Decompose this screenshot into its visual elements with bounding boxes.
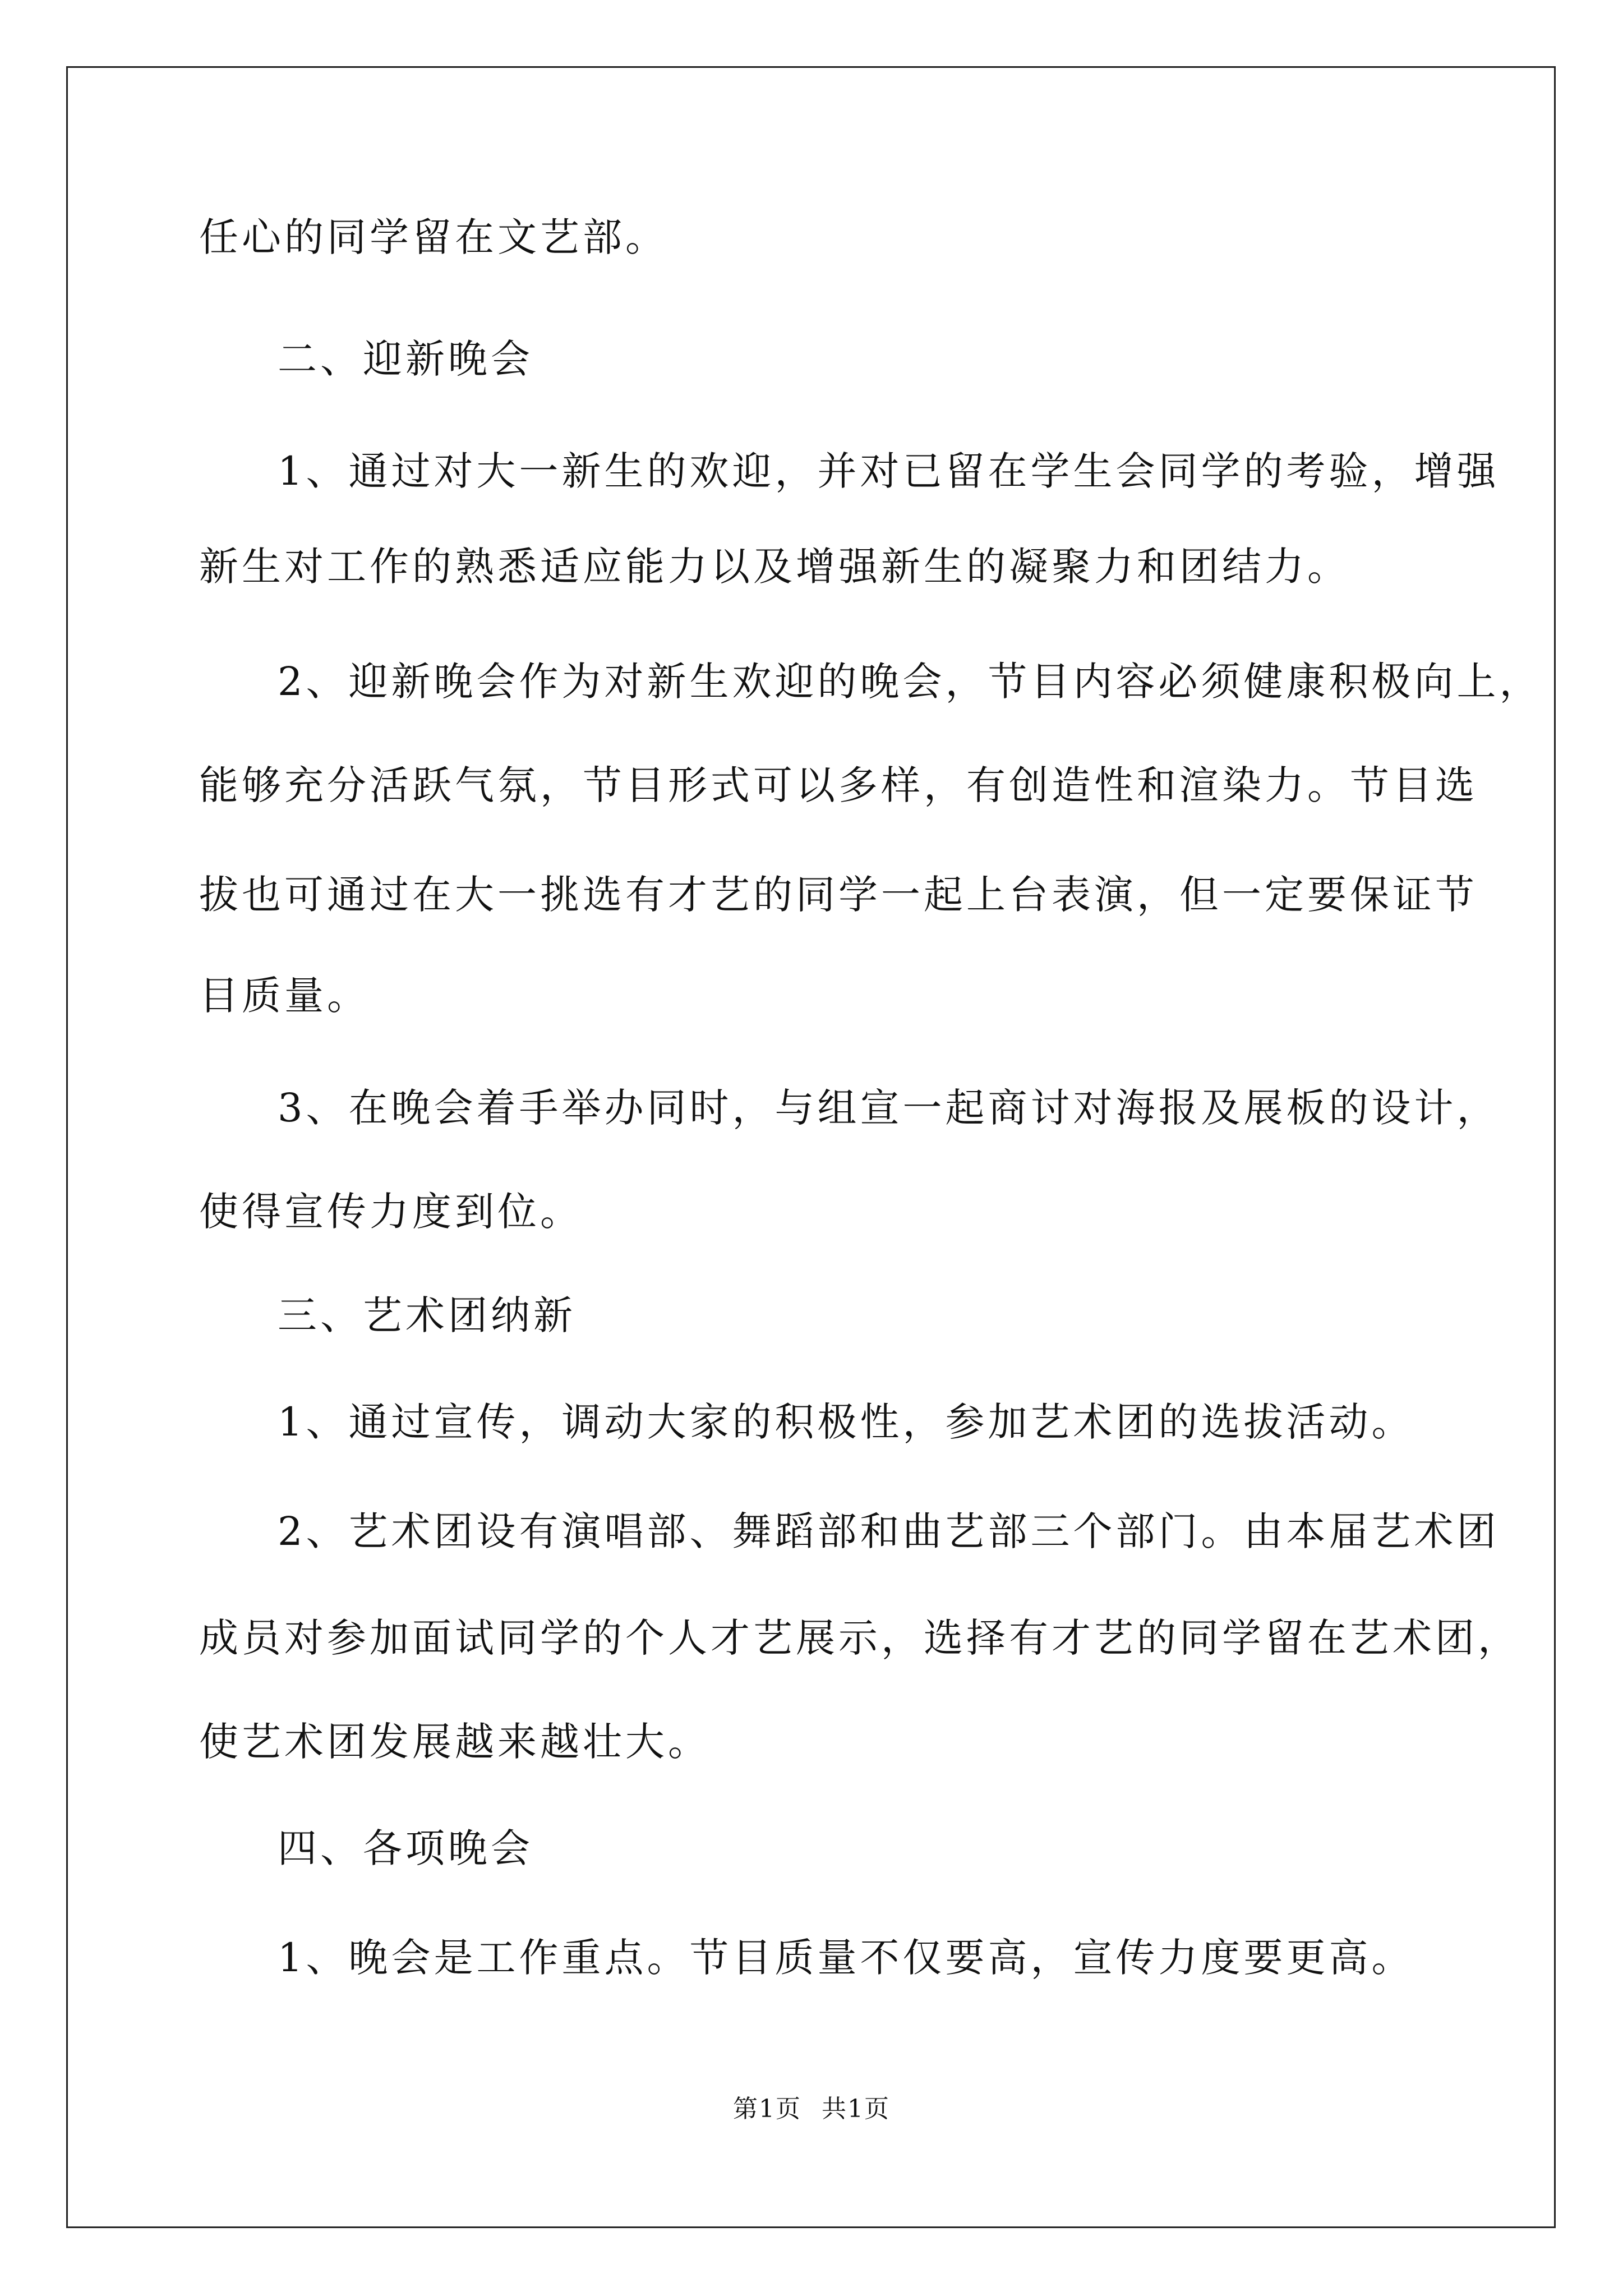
page-footer (0, 2092, 1623, 2126)
paragraph-line: 拔也可通过在大一挑选有才艺的同学一起上台表演，但一定要保证节 (199, 872, 1478, 918)
paragraph-line: 1、通过对大一新生的欢迎，并对已留在学生会同学的考验，增强 (278, 448, 1500, 494)
paragraph-line: 3、在晚会着手举办同时，与组宣一起商讨对海报及展板的设计， (278, 1085, 1500, 1131)
page-number: 第1页 (733, 2095, 801, 2123)
page-total: 共1页 (822, 2095, 890, 2123)
paragraph-line: 新生对工作的熟悉适应能力以及增强新生的凝聚力和团结力。 (199, 544, 1350, 590)
paragraph-line: 能够充分活跃气氛，节目形式可以多样，有创造性和渲染力。节目选 (199, 762, 1478, 808)
paragraph-line: 使得宣传力度到位。 (199, 1189, 583, 1235)
paragraph-line: 成员对参加面试同学的个人才艺展示，选择有才艺的同学留在艺术团， (199, 1615, 1520, 1661)
section-heading: 二、迎新晚会 (278, 336, 533, 382)
paragraph-line: 使艺术团发展越来越壮大。 (199, 1719, 711, 1765)
paragraph-line: 2、艺术团设有演唱部、舞蹈部和曲艺部三个部门。由本届艺术团 (278, 1508, 1500, 1554)
paragraph-line: 1、晚会是工作重点。节目质量不仅要高，宣传力度要更高。 (278, 1935, 1414, 1981)
section-heading: 三、艺术团纳新 (278, 1292, 576, 1338)
section-heading: 四、各项晚会 (278, 1825, 533, 1871)
paragraph-line: 目质量。 (199, 973, 370, 1019)
page-border (66, 66, 1556, 2228)
paragraph-line: 2、迎新晚会作为对新生欢迎的晚会，节目内容必须健康积极向上， (278, 659, 1542, 705)
paragraph-line: 1、通过宣传，调动大家的积极性，参加艺术团的选拔活动。 (278, 1399, 1414, 1445)
paragraph-line: 任心的同学留在文艺部。 (199, 214, 668, 260)
